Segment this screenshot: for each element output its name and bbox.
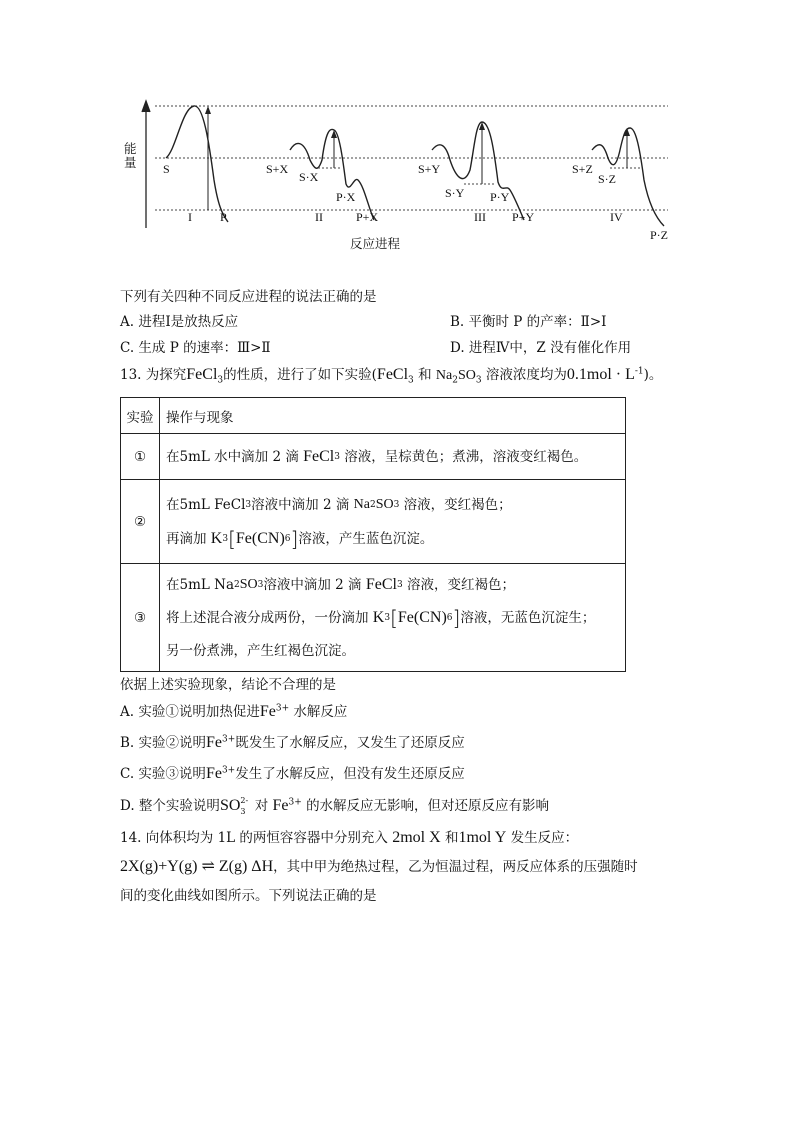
label-S+Y: S+Y — [418, 162, 441, 176]
label-P·Z: P·Z — [650, 228, 668, 242]
row1-content: 在5mL 水中滴加 2 滴 FeCl 3 溶液，呈棕黄色；煮沸，溶液变红褐色。 — [160, 434, 626, 480]
q13-conclusion-stem: 依据上述实验现象，结论不合理的是 — [120, 677, 336, 693]
header-experiment: 实验 — [121, 398, 160, 434]
q13-option-D: D. 整个实验说明SO 2- 3 对 $Fe^{3+}$ 的水解反应无影响，但对还原反应有影响 — [120, 795, 550, 816]
label-S: S — [163, 162, 170, 176]
label-S·Z: S·Z — [598, 172, 616, 186]
q12-option-B: B. 平衡时 P 的产率：Ⅱ>Ⅰ — [450, 314, 607, 330]
q14-line-2: 2X(g)+Y(g) ⇌ Z(g) ΔH，其中甲为绝热过程，乙为恒温过程，两反应体系的压强随时 — [120, 858, 638, 875]
label-roman-I: I — [188, 210, 192, 224]
q12-stem: 下列有关四种不同反应进程的说法正确的是 — [120, 289, 377, 305]
label-roman-III: III — [474, 210, 486, 224]
q14-line-3: 间的变化曲线如图所示。下列说法正确的是 — [120, 888, 377, 904]
row3-number: ③ — [121, 564, 160, 672]
energy-reference-lines — [155, 106, 668, 210]
header-operation: 操作与现象 — [160, 398, 626, 434]
table-row-3 — [121, 564, 626, 672]
row2-number: ② — [121, 480, 160, 564]
q12-option-D: D. 进程Ⅳ中，Z 没有催化作用 — [450, 340, 632, 356]
row1-number: ① — [121, 434, 160, 480]
label-roman-IV: IV — [610, 210, 623, 224]
label-S+X: S+X — [266, 162, 289, 176]
q12-option-A: A. 进程Ⅰ是放热反应 — [120, 314, 239, 330]
q14-line-1: 14. 向体积均为 1L 的两恒容容器中分别充入 2mol X 和1mol Y 发生反应： — [120, 829, 579, 846]
label-S+Z: S+Z — [572, 162, 593, 176]
experiment-table — [120, 397, 626, 672]
label-P+Y: P+Y — [512, 210, 535, 224]
curve-III — [432, 122, 524, 220]
label-S·Y: S·Y — [445, 186, 465, 200]
label-P+X: P+X — [356, 210, 379, 224]
row3-content: 在5mL Na 2 SO 3 溶液中滴加 2 滴 FeCl 3 溶液，变红褐色； 将上述混合液分成两份，一份滴加 K 3 [ Fe(CN) 6 ] 溶液，无蓝色沉淀生； 另一份煮沸，产生红褐色沉淀。 — [160, 564, 626, 672]
q14-equation: 2X(g)+Y(g) ⇌ Z(g) ΔH — [120, 858, 274, 875]
curve-I — [166, 106, 228, 222]
label-P·Y: P·Y — [490, 190, 510, 204]
label-P: P — [220, 210, 227, 224]
q13-option-A: A. 实验①说明加热促进$Fe^{3+}$ 水解反应 — [120, 703, 348, 720]
table-header-row — [121, 398, 626, 434]
table-row-1 — [121, 434, 626, 480]
label-P·X: P·X — [336, 190, 356, 204]
label-S·X: S·X — [299, 170, 319, 184]
y-axis — [142, 101, 150, 228]
q13-option-B: B. 实验②说明$Fe^{3+}$既发生了水解反应，又发生了还原反应 — [120, 734, 465, 751]
x-axis-label: 反应进程 — [350, 236, 401, 251]
y-axis-label: 能 量 — [124, 141, 137, 170]
q13-option-C: C. 实验③说明$Fe^{3+}$发生了水解反应，但没有发生还原反应 — [120, 765, 465, 782]
row2-content: 在5mL FeCl 3 溶液中滴加 2 滴 Na 2 SO 3 溶液，变红褐色； 再滴加 K 3 [ Fe(CN) 6 ] 溶液，产生蓝色沉淀。 — [160, 480, 626, 564]
q12-option-C: C. 生成 P 的速率：Ⅲ>Ⅱ — [120, 340, 271, 356]
energy-diagram — [0, 0, 800, 260]
label-roman-II: II — [315, 210, 323, 224]
table-row-2 — [121, 480, 626, 564]
q13-stem: 13. 为探究FeCl$_3$的性质，进行了如下实验(FeCl$_3$ 和 $Na_2SO_3$ 溶液浓度均为$0.1mol \cdot L^{-1}$)。 — [120, 366, 663, 386]
